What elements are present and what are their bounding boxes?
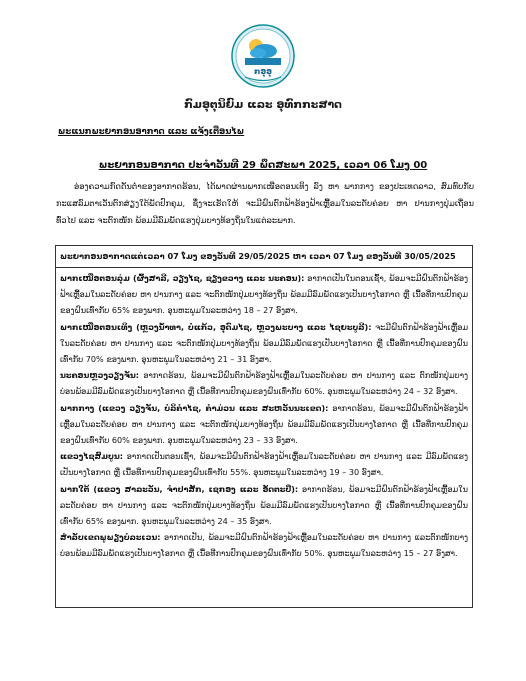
regions-list xyxy=(60,270,468,562)
region-name: ພາກໃຕ້ (ແຂວງ ສາລະວັນ, ຈຳປາສັກ, ເຊກອງ ແລະ ອັດຕະປື): xyxy=(60,483,299,494)
forecast-table xyxy=(55,245,473,608)
region-north-lower xyxy=(60,270,468,319)
region-south xyxy=(60,481,468,530)
region-name: ນະຄອນຫຼວງວຽງຈັນ: xyxy=(60,370,139,381)
region-text: ຈະມີຝົນຕົກຟ້າຮ້ອງຟ້າເຫຼື້ອມໃນລະດັບຄ່ອຍ ຫາ ປານກາງ ແລະ ຈະຕົກໜັກປຸ່ມບາງທ້ອງຖິ່ນ ພ້ອມມີລົມພັດແຮງເປັນບາງໂອກາດ ຫຼື ເນື້ອທີ່ການປົກຄຸມຂອງຝົນເທົ່າກັບ 70% ຂອງພາກ. ອຸນຫະພູມໃນລະຫວ່າງ 21 – 31 ອົງສາ. xyxy=(60,321,468,365)
region-central xyxy=(60,400,468,449)
region-xaisomboun xyxy=(60,448,468,480)
forecast-title: ພະຍາກອນອາກາດ ປະຈຳວັນທີ 29 ພຶດສະພາ 2025, ເວລາ 06 ໂມງ 00 xyxy=(98,160,428,171)
region-name: ແຂວງໄຊສົມບູນ: xyxy=(60,451,124,462)
region-text: ອາກາດເປັນໃນຕອນເຊົ້າ, ພ້ອມຈະມີຝົນຕົກຟ້າຮ້ອງຟ້າເຫຼື້ອມໃນລະດັບຄ່ອຍ ຫາ ປານກາງ ແລະ ຈະຕົກໜັກປຸ່ມບາງທ້ອງຖິ່ນ ພ້ອມມີລົມພັດແຮງເປັນບາງໂອກາດ ຫຼື ເນື້ອທີ່ການປົກຄຸມຂອງຝົນເທົ່າກັບ 65% ຂອງພາກ. ອຸນຫະພູມໃນລະຫວ່າງ 18 – 27 ອົງສາ. xyxy=(60,273,469,316)
region-name: ພາກເໜືອຕອນລຸ່ມ (ຜົ້ງສາລີ, ວຽງໄຊ, ຊຽງຂວາງ ແລະ ນະຄອນ): xyxy=(60,273,305,283)
region-text: ອາກາດຮ້ອນ, ພ້ອມຈະມີຝົນຕົກຟ້າຮ້ອງຟ້າເຫຼື້ອມໃນລະດັບຄ່ອຍ ຫາ ປານກາງ ແລະ ຈະຕົກໜັກປຸ່ມບາງທ້ອງຖິ່ນ ພ້ອມມີລົມພັດແຮງເປັນບາງໂອກາດ ຫຼື ເນື້ອທີ່ການປົກຄຸມຂອງຝົນເທົ່າກັບ 60% ຂອງພາກ. ອຸນຫະພູມໃນລະຫວ່າງ 23 – 33 ອົງສາ. xyxy=(60,402,469,446)
region-name: ສຳລັບເຂດພູພຽງບໍລະເວນ: xyxy=(60,532,161,543)
department-logo xyxy=(231,24,295,88)
region-text: ອາກາດຮ້ອນ, ພ້ອມຈະມີຝົນຕົກຟ້າຮ້ອງຟ້າເຫຼື້ອມໃນລະດັບຄ່ອຍ ຫາ ປານກາງ ແລະ ຈະຕົກໜັກປຸ່ມບາງທ້ອງຖິ່ນ ພ້ອມມີລົມພັດແຮງເປັນບາງໂອກາດ ຫຼື ເນື້ອທີ່ການປົກຄຸມຂອງຝົນເທົ່າກັບ 65% ຂອງພາກ. ອຸນຫະພູມໃນລະຫວ່າງ 24 – 35 ອົງສາ. xyxy=(60,483,468,527)
forecast-intro: ອ່ອງຄວາມກົດດັນຕໍ່າຂອງອາກາດຮ້ອນ, ໄດ້ພາດຜ່ານພາກເໜືອຕອນເທິງ ລົງ ຫາ ພາກກາງ ຂອງປະເທດລາວ, ສົມທົບກັບກະແສລົມຕາເວັນຕົກສ່ຽງໃຕ້ພັດປົກຄຸມ, ຊຶ່ງຈະເຮັດໃຫ້ ຈະມີຝົນຕົກຟ້າຮ້ອງຟ້າເຫຼື້ອມໃນລະດັບຄ່ອຍ ຫາ ປານກາງປຸ່ມເຖື່ອນທົ່ວໄປ ແລະ ຈະຕົກໜັກ ພ້ອມມີລົມພັດແຮງປຸ່ມບາງທ້ອງຖິ່ນໃນແຕ່ລະພາກ. xyxy=(56,181,474,225)
region-bolaven-plateau xyxy=(60,529,468,561)
region-text: ອາກາດເປັນ, ພ້ອມຈະມີຝົນຕົກຟ້າຮ້ອງຟ້າເຫຼື້ອມໃນລະດັບຄ່ອຍ ຫາ ປານກາງ ແລະຕົກໜັກບາງບ່ອນພ້ອມມີລົມພັດແຮງເປັນບາງໂອກາດ ຫຼື ເນື້ອທີ່ການປົກຄຸມຂອງຝົນເທົ່າກັບ 50%. ອຸນຫະພູມໃນລະຫວ່າງ 15 – 27 ອົງສາ. xyxy=(60,532,468,559)
region-north-upper xyxy=(60,319,468,368)
logo-text: ກອຸອຸ xyxy=(254,67,272,76)
region-text: ອາກາດເປັນຕອນເຊົ້າ, ພ້ອມຈະມີຝົນຕົກຟ້າຮ້ອງຟ້າເຫຼື້ອມໃນລະດັບຄ່ອຍ ຫາ ປານກາງ ແລະ ມີລົມພັດແຮງເປັນບາງໂອກາດ ຫຼື ເນື້ອທີ່ການປົກຄຸມຂອງຝົນເທົ່າກັບ 55%. ອຸນຫະພູມໃນລະຫວ່າງ 19 – 30 ອົງສາ. xyxy=(60,451,468,478)
department-name: ກົມອຸຕຸນິຍົມ ແລະ ອຸທົກກະສາດ xyxy=(184,98,342,111)
region-name: ພາກກາງ (ແຂວງ ວຽງຈັນ, ບໍລິຄຳໄຊ, ຄຳມ່ວນ ແລະ ສະຫວັນນະເຂດ): xyxy=(60,402,329,413)
region-vientiane-capital xyxy=(60,367,468,399)
forecast-period: ພະຍາກອນອາກາດແຕ່ເວລາ 07 ໂມງ ຂອງວັນທີ 29/05/2025 ຫາ ເວລາ 07 ໂມງ ຂອງວັນທີ 30/05/2025 xyxy=(56,246,472,268)
region-name: ພາກເໜືອຕອນເທິງ (ຫຼວງນ້ຳທາ, ບໍ່ແກ້ວ, ອຸດົມໄຊ, ຫຼວງພະບາງ ແລະ ໄຊຍະບູລີ): xyxy=(60,321,372,332)
region-text: ອາກາດຮ້ອນ, ພ້ອມຈະມີຝົນຕົກຟ້າຮ້ອງຟ້າເຫຼື້ອມໃນລະດັບຄ່ອຍ ຫາ ປານກາງ ແລະ ຕົກໜັກປຸ່ມບາງບ່ອນພ້ອມມີລົມພັດແຮງເປັນບາງໂອກາດ ຫຼື ເນື້ອທີ່ການປົກຄຸມຂອງຝົນເທົ່າກັບ 60%. ອຸນຫະພູມໃນລະຫວ່າງ 24 – 32 ອົງສາ. xyxy=(60,370,468,397)
division-name: ພະແນກພະຍາກອນອາກາດ ແລະ ແຈ້ງເຕືອນໄພ xyxy=(58,127,245,137)
